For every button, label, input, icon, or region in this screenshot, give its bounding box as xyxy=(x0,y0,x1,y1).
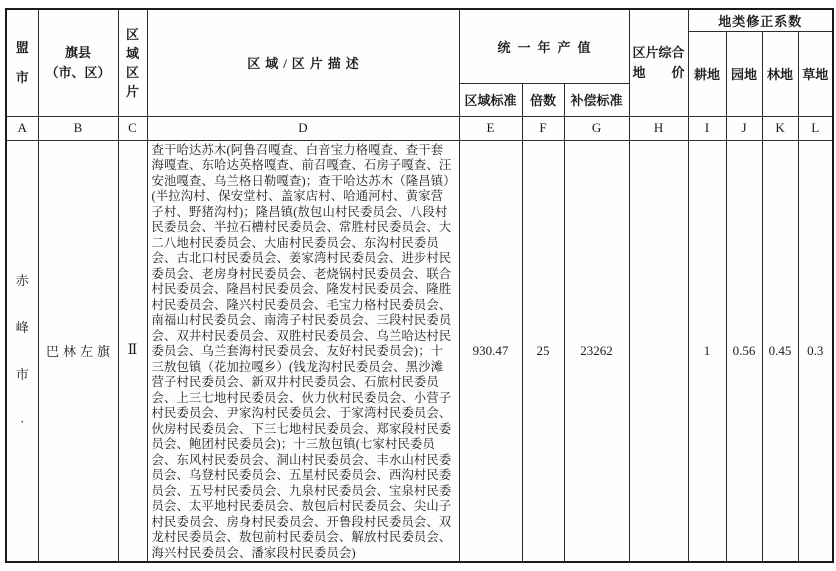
header-zone-price-line1: 区片综合 xyxy=(632,44,685,60)
header-zone-price-line2: 地 价 xyxy=(632,64,685,80)
data-row xyxy=(6,140,833,562)
column-letter-h: H xyxy=(629,116,688,140)
header-zone xyxy=(118,9,147,116)
column-letter-j: J xyxy=(726,116,762,140)
cell-coef-grass: 0.3 xyxy=(798,140,833,562)
header-zone-price xyxy=(629,9,688,116)
header-banner-line2: （市、区） xyxy=(45,64,111,80)
cell-multiplier: 25 xyxy=(522,140,564,562)
column-letter-f: F xyxy=(522,116,564,140)
cell-league-city xyxy=(6,140,38,562)
header-unified-output-group: 统一年产值 xyxy=(459,9,629,83)
header-row-1 xyxy=(6,9,833,31)
column-letter-a: A xyxy=(6,116,38,140)
column-letter-i: I xyxy=(688,116,726,140)
column-letter-row xyxy=(6,116,833,140)
cell-zone-code: Ⅱ xyxy=(118,140,147,562)
header-coef-group: 地类修正系数 xyxy=(688,9,833,31)
column-letter-d: D xyxy=(147,116,459,140)
header-banner-line1: 旗县 xyxy=(64,44,91,60)
cell-description: 查干哈达苏木(阿鲁召嘎查、白音宝力格嘎查、查干套海嘎查、东哈达英格嘎查、前召嘎查、石房子嘎查、汪安池嘎查、乌兰格日勒嘎查)；查干哈达苏木（隆昌镇）(半拉沟村、保安堂村、盖家店村、哈通河村、黄家营子村、野猪沟村)；隆昌镇(敖包山村民委员会、八段村民委员会、半拉石槽村民委员会、常胜村民委员会、大二八地村民委员会、大庙村民委员会、东沟村民委员会、古北口村民委员会、姜家湾村民委员会、进步村民委员会、老房身村民委员会、老烧锅村民委员会、联合村民委员会、隆昌村民委员会、隆发村民委员会、隆胜村民委员会、隆兴村民委员会、毛宝力格村民委员会、南福山村民委员会、南湾子村民委员会、三段村民委员会、双井村民委员会、双胜村民委员会、乌兰哈达村民委员会、乌兰套海村民委员会、友好村民委员会)；十三敖包镇（花加拉嘎乡）(钱龙沟村民委员会、黑沙滩营子村民委员会、新双井村民委员会、石旅村民委员会、上三七地村民委员会、伙力伙村民委员会、小营子村民委员会、尹家沟村民委员会、于家湾村民委员会、伙房村民委员会、下三七地村民委员会、郑家段村民委员会、鲍团村民委员会)；十三敖包镇(七家村民委员会、东风村民委员会、洞山村民委员会、丰水山村民委员会、乌登村民委员会、五星村民委员会、西沟村民委员会、五号村民委员会、九泉村民委员会、宝泉村民委员会、太平地村民委员会、敖包后村民委员会、尖山子村民委员会、房身村民委员会、开鲁段村民委员会、双龙村民委员会、敖包前村民委员会、解放村民委员会、海兴村民委员会、潘家段村民委员会) xyxy=(147,140,459,562)
cell-compensation-standard: 23262 xyxy=(564,140,629,562)
header-league-city xyxy=(6,9,38,116)
header-multiplier: 倍数 xyxy=(522,83,564,116)
header-description: 区域/区片描述 xyxy=(147,9,459,116)
header-coef-grass: 草地 xyxy=(798,31,833,116)
league-city-value: 赤峰市· xyxy=(15,272,29,429)
column-letter-l: L xyxy=(798,116,833,140)
header-banner-county xyxy=(38,9,118,116)
column-letter-e: E xyxy=(459,116,522,140)
header-zone-label: 区域区片 xyxy=(126,26,140,99)
cell-banner: 巴林左旗 xyxy=(38,140,118,562)
compensation-standards-table xyxy=(5,8,834,563)
column-letter-g: G xyxy=(564,116,629,140)
cell-coef-forest: 0.45 xyxy=(762,140,798,562)
column-letter-c: C xyxy=(118,116,147,140)
cell-zone-price xyxy=(629,140,688,562)
cell-coef-cultivated: 1 xyxy=(688,140,726,562)
header-coef-forest: 林地 xyxy=(762,31,798,116)
header-regional-standard: 区域标准 xyxy=(459,83,522,116)
header-league-city-label: 盟市 xyxy=(15,39,29,85)
cell-regional-standard: 930.47 xyxy=(459,140,522,562)
header-coef-garden: 园地 xyxy=(726,31,762,116)
column-letter-b: B xyxy=(38,116,118,140)
column-letter-k: K xyxy=(762,116,798,140)
header-compensation-standard: 补偿标准 xyxy=(564,83,629,116)
header-coef-cultivated: 耕地 xyxy=(688,31,726,116)
cell-coef-garden: 0.56 xyxy=(726,140,762,562)
